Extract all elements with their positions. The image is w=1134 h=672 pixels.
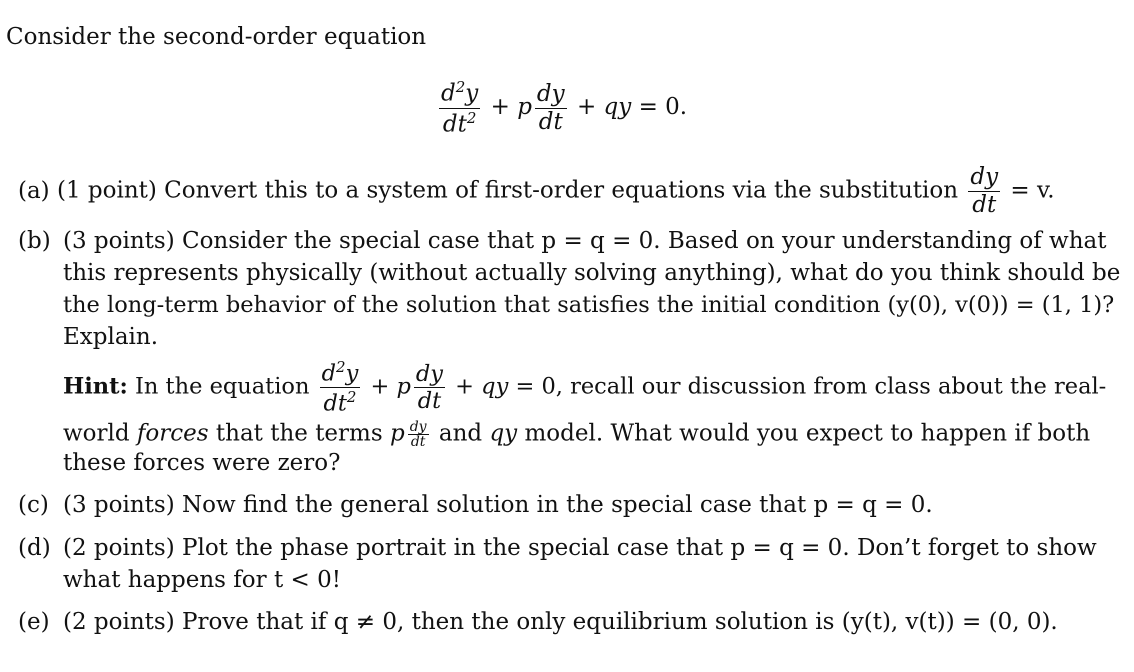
fraction-d2y-dt2: $\frac{d^2y}{dt^2}$ — [441, 78, 479, 138]
hint-fraction-dy-dt: $\frac{dy}{dt}$ — [415, 360, 443, 414]
part-a — [18, 166, 1055, 217]
hint-line-3: these forces were zero? — [63, 450, 341, 476]
part-a-label: (a) — [18, 177, 50, 204]
part-d-line-1: (2 points) Plot the phase portrait in the special case that p = q = 0. Don’t forget to show — [63, 535, 1097, 561]
hint-inline-fraction: $\frac{dy}{dt}$ — [409, 419, 427, 450]
part-b-label: (b) — [18, 228, 51, 254]
part-c-text: (3 points) Now find the general solution in the special case that p = q = 0. — [63, 492, 933, 518]
hint-line-2: world forces that the terms p $\frac{dy}{dt}$ and qy model. What would you expect to happen if both — [63, 419, 1091, 450]
intro-text: Consider the second-order equation — [6, 24, 427, 50]
part-d-label: (d) — [18, 535, 51, 561]
fraction-dy-dt: $\frac{dy}{dt}$ — [536, 80, 565, 135]
part-a-fraction: $\frac{dy}{dt}$ — [970, 164, 999, 218]
part-d-line-2: what happens for t < 0! — [63, 567, 341, 593]
hint-label: Hint: — [63, 373, 128, 400]
hint-line-1: Hint: In the equation $\frac{d^2y}{dt^2}$ + p $\frac{dy}{dt}$ + qy = 0, recall our discussion from class about the real- — [63, 358, 1107, 417]
part-c-label: (c) — [18, 492, 49, 518]
part-b-line-4: Explain. — [63, 324, 159, 350]
main-equation: $\frac{d^2y}{dt^2}$ + p $\frac{dy}{dt}$ + qy = 0. — [441, 78, 688, 138]
part-b-line-1: (3 points) Consider the special case that p = q = 0. Based on your understanding of what — [63, 228, 1107, 254]
part-b-line-3: the long-term behavior of the solution that satisfies the initial condition (y(0), v(0)) = (1, 1)? — [63, 292, 1115, 318]
part-b-line-2: this represents physically (without actually solving anything), what do you think should be — [63, 260, 1121, 286]
hint-fraction-d2y-dt2: $\frac{d^2y}{dt^2}$ — [321, 358, 359, 417]
part-e-text: (2 points) Prove that if q ≠ 0, then the only equilibrium solution is (y(t), v(t)) = (0, 0). — [63, 609, 1058, 635]
part-a-text: (1 point) Convert this to a system of first-order equations via the substitution — [56, 177, 959, 204]
part-e-label: (e) — [18, 609, 50, 635]
part-a-tail: = v. — [1010, 177, 1055, 204]
